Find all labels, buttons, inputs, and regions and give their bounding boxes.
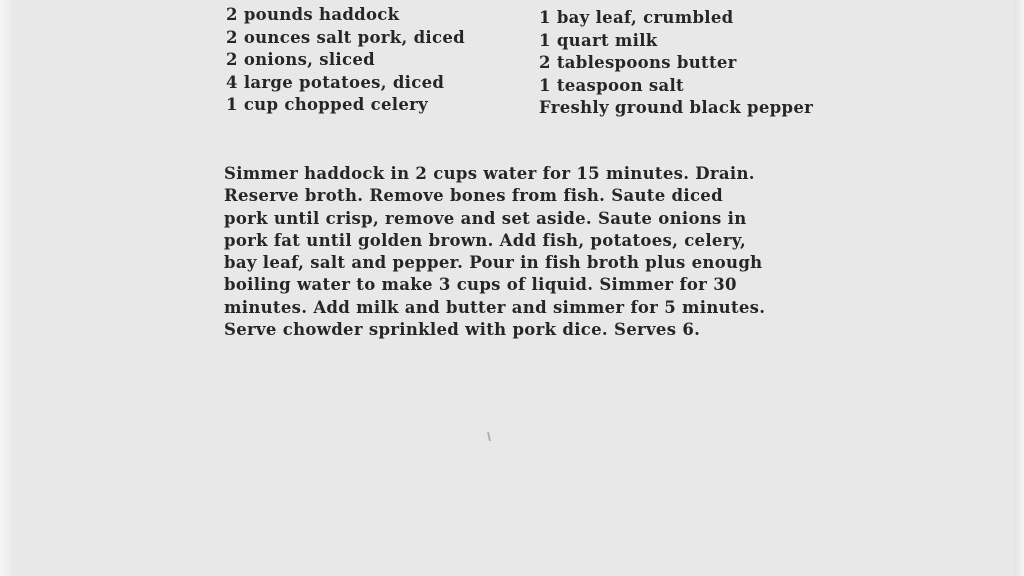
paper-speck — [487, 432, 491, 441]
ingredient-line: 2 ounces salt pork, diced — [226, 27, 465, 47]
instruction-line: pork fat until golden brown. Add fish, potatoes, celery, — [224, 230, 747, 250]
instruction-line: Simmer haddock in 2 cups water for 15 minutes. Drain. — [224, 164, 755, 183]
instruction-line: Serve chowder sprinkled with pork dice. Serves 6. — [224, 320, 701, 340]
ingredient-line: Freshly ground black pepper — [539, 98, 814, 118]
ingredient-line: 2 tablespoons butter — [539, 53, 737, 73]
ingredient-line: 1 cup chopped celery — [226, 95, 429, 115]
instruction-line: bay leaf, salt and pepper. Pour in fish broth plus enough — [224, 253, 763, 273]
instructions-paragraph — [224, 163, 844, 341]
ingredient-line: 1 quart milk — [539, 30, 658, 50]
ingredients-list — [0, 4, 1024, 129]
ingredient-line: 2 pounds haddock — [226, 5, 400, 24]
ingredient-line: 1 teaspoon salt — [539, 75, 684, 95]
instruction-line: Reserve broth. Remove bones from fish. Saute diced — [224, 186, 723, 206]
instruction-line: pork until crisp, remove and set aside. Saute onions in — [224, 208, 747, 228]
ingredients-left-column — [226, 4, 465, 117]
instruction-line: boiling water to make 3 cups of liquid. Simmer for 30 — [224, 275, 737, 295]
ingredients-right-column — [539, 7, 813, 120]
ingredient-line: 4 large potatoes, diced — [226, 72, 445, 92]
instruction-line: minutes. Add milk and butter and simmer for 5 minutes. — [224, 297, 766, 317]
ingredient-line: 2 onions, sliced — [226, 50, 375, 70]
ingredient-line: 1 bay leaf, crumbled — [539, 8, 734, 27]
